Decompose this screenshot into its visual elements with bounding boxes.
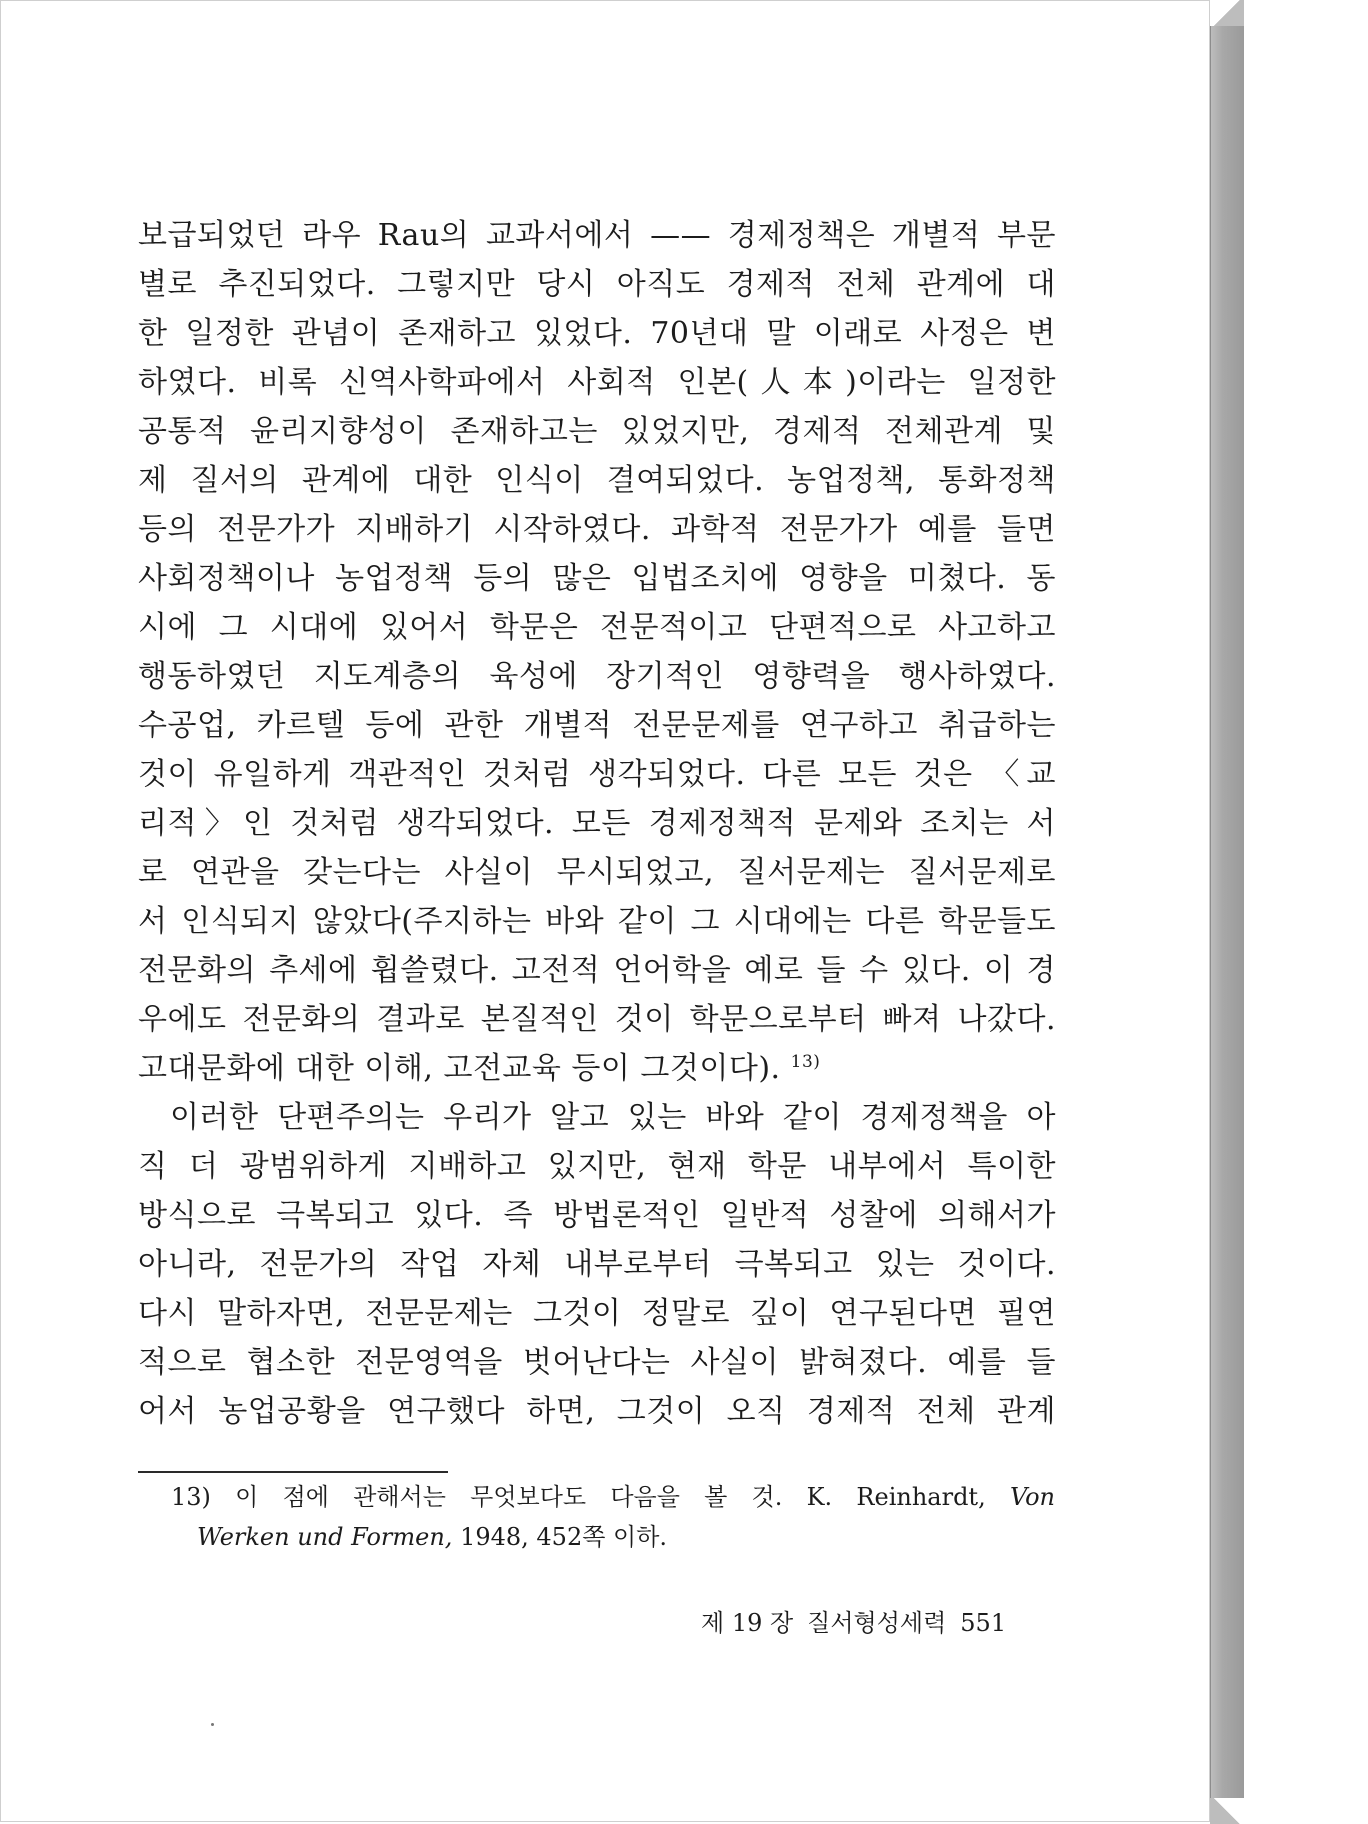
text-line: 다시 말하자면, 전문문제는 그것이 정말로 깊이 연구된다면 필연	[138, 1296, 1056, 1331]
footnote-text: 이 점에 관해서는 무엇보다도 다음을 볼 것.	[235, 1483, 783, 1511]
text-line: 별로 추진되었다. 그렇지만 당시 아직도 경제적 전체 관계에 대	[138, 267, 1056, 302]
footnote	[171, 1477, 1055, 1557]
text-line: 방식으로 극복되고 있다. 즉 방법론적인 일반적 성찰에 의해서가	[138, 1198, 1056, 1233]
text-line: 아니라, 전문가의 작업 자체 내부로부터 극복되고 있는 것이다.	[138, 1247, 1056, 1282]
footnote-details: 1948, 452쪽 이하.	[460, 1523, 668, 1551]
text-line-content: 고대문화에 대한 이해, 고전교육 등이 그것이다).	[138, 1051, 781, 1086]
text-line: 리적〉인 것처럼 생각되었다. 모든 경제정책적 문제와 조치는 서	[138, 806, 1056, 841]
body-text	[138, 211, 1056, 1436]
text-line: 어서 농업공황을 연구했다 하면, 그것이 오직 경제적 전체 관계	[138, 1394, 1056, 1429]
footnote-divider	[138, 1471, 448, 1473]
chapter-title: 질서형성세력	[807, 1609, 947, 1637]
footnote-title-start: Von	[1009, 1483, 1056, 1511]
footnote-title-end: Werken und Formen,	[197, 1523, 453, 1551]
text-line: 사회정책이나 농업정책 등의 많은 입법조치에 영향을 미쳤다. 동	[138, 561, 1056, 596]
text-line: 로 연관을 갖는다는 사실이 무시되었고, 질서문제는 질서문제로	[138, 855, 1056, 890]
text-line: 등의 전문가가 지배하기 시작하였다. 과학적 전문가가 예를 들면	[138, 512, 1056, 547]
text-line: 적으로 협소한 전문영역을 벗어난다는 사실이 밝혀졌다. 예를 들	[138, 1345, 1056, 1380]
running-footer	[701, 1603, 1020, 1638]
text-line: 보급되었던 라우 Rau의 교과서에서 —— 경제정책은 개별적 부문	[138, 218, 1056, 253]
text-line: 직 더 광범위하게 지배하고 있지만, 현재 학문 내부에서 특이한	[138, 1149, 1056, 1184]
page-edge-corner-bottom	[1210, 1798, 1244, 1824]
page-edge-corner-top	[1210, 0, 1244, 26]
footnote-author: K. Reinhardt,	[806, 1483, 986, 1511]
chapter-number: 제 19 장	[701, 1609, 794, 1637]
text-line: 수공업, 카르텔 등에 관한 개별적 전문문제를 연구하고 취급하는	[138, 708, 1056, 743]
footnote-reference[interactable]: 13)	[790, 1052, 821, 1072]
text-line: 전문화의 추세에 휩쓸렸다. 고전적 언어학을 예로 들 수 있다. 이 경	[138, 953, 1056, 988]
footnote-line	[171, 1517, 1055, 1557]
text-line-with-footnote	[138, 1044, 1056, 1093]
text-line: 행동하였던 지도계층의 육성에 장기적인 영향력을 행사하였다.	[138, 659, 1056, 694]
footnote-line	[171, 1477, 1055, 1517]
text-line: 서 인식되지 않았다(주지하는 바와 같이 그 시대에는 다른 학문들도	[138, 904, 1056, 939]
text-line: 우에도 전문화의 결과로 본질적인 것이 학문으로부터 빠져 나갔다.	[138, 1002, 1056, 1037]
paragraph-start-line: 이러한 단편주의는 우리가 알고 있는 바와 같이 경제정책을 아	[170, 1100, 1056, 1135]
footnote-number: 13)	[171, 1483, 211, 1511]
text-line: 공통적 윤리지향성이 존재하고는 있었지만, 경제적 전체관계 및	[138, 414, 1056, 449]
paper-speck	[211, 1723, 214, 1726]
page-stack-edge	[1210, 0, 1244, 1824]
text-line: 시에 그 시대에 있어서 학문은 전문적이고 단편적으로 사고하고	[138, 610, 1056, 645]
text-line: 것이 유일하게 객관적인 것처럼 생각되었다. 다른 모든 것은 〈교	[138, 757, 1056, 792]
page-number: 551	[960, 1609, 1007, 1637]
text-line: 한 일정한 관념이 존재하고 있었다. 70년대 말 이래로 사정은 변	[138, 316, 1056, 351]
text-line: 하였다. 비록 신역사학파에서 사회적 인본(人本)이라는 일정한	[138, 365, 1056, 400]
text-line: 제 질서의 관계에 대한 인식이 결여되었다. 농업정책, 통화정책	[138, 463, 1056, 498]
